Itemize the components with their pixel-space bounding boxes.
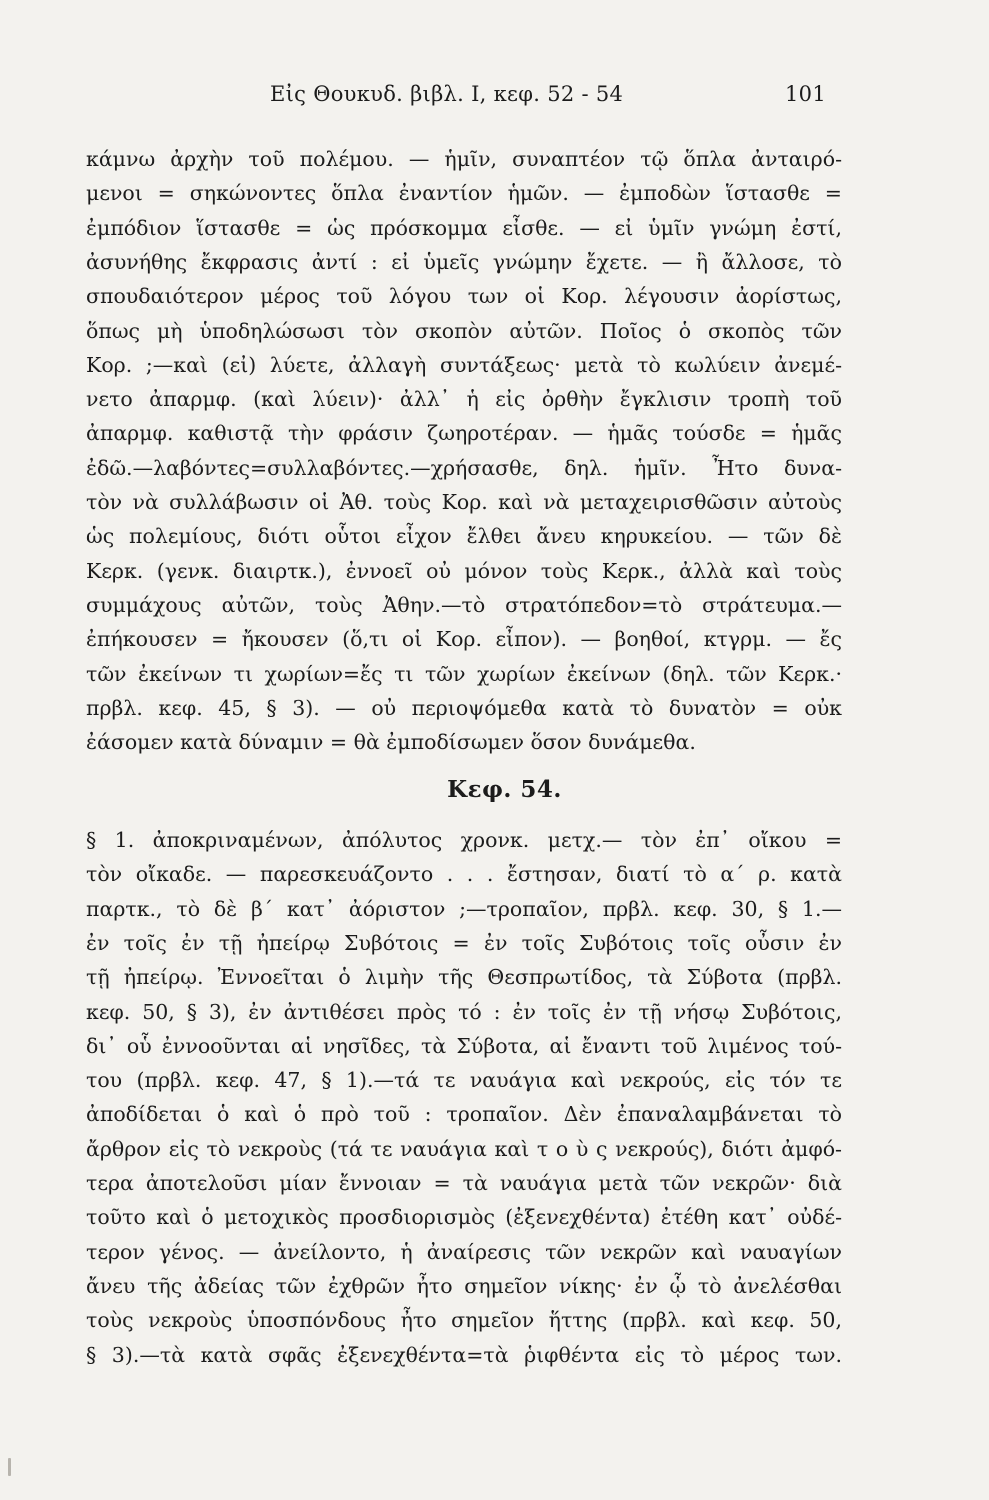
running-header (270, 82, 826, 112)
running-title: Εἰς Θουκυδ. βιβλ. Ι, κεφ. 52 - 54 (270, 82, 624, 106)
text-line: τοῦτο καὶ ὁ μετοχικὸς προσδιορισμὸς (ἐξενεχθέντα) ἐτέθη κατ᾽ οὐδέ- (86, 1205, 842, 1230)
text-line: νετο ἀπαρμφ. (καὶ λύειν)· ἀλλ᾽ ἡ εἰς ὀρθὴν ἔγκλισιν τροπὴ τοῦ (86, 387, 842, 412)
text-line: τῇ ἠπείρῳ. Ἐννοεῖται ὁ λιμὴν τῆς Θεσπρωτίδος, τὰ Σύβοτα (πρβλ. (86, 965, 842, 990)
text-line: κεφ. 50, § 3), ἐν ἀντιθέσει πρὸς τό : ἐν τοῖς ἐν τῇ νήσῳ Συβότοις, (86, 999, 842, 1024)
text-line: § 1. ἀποκριναμένων, ἀπόλυτος χρονκ. μετχ.— τὸν ἐπ᾽ οἴκου = (86, 828, 842, 852)
text-line: του (πρβλ. κεφ. 47, § 1).—τά τε ναυάγια καὶ νεκρούς, εἰς τόν τε (86, 1068, 842, 1093)
text-line: ἀπαρμφ. καθιστᾷ τὴν φράσιν ζωηροτέραν. — ἡμᾶς τούσδε = ἡμᾶς (86, 421, 842, 446)
text-line: § 3).—τὰ κατὰ σφᾶς ἐξενεχθέντα=τὰ ῥιφθέντα εἰς τὸ μέρος των. (86, 1342, 842, 1367)
text-line: ἐπήκουσεν = ἤκουσεν (ὅ,τι οἱ Κορ. εἶπον). — βοηθοί, κτγρμ. — ἔς (86, 627, 842, 652)
text-line: τὸν νὰ συλλάβωσιν οἱ Ἀθ. τοὺς Κορ. καὶ νὰ μεταχειρισθῶσιν αὐτοὺς (86, 490, 842, 514)
text-line: ἐν τοῖς ἐν τῇ ἠπείρῳ Συβότοις = ἐν τοῖς Συβότοις τοῖς οὖσιν ἐν (86, 930, 842, 955)
text-line: τῶν ἐκείνων τι χωρίων=ἔς τι τῶν χωρίων ἐκείνων (δηλ. τῶν Κερκ.· (86, 661, 842, 686)
text-line: Κορ. ;—καὶ (εἰ) λύετε, ἀλλαγὴ συντάξεως· μετὰ τὸ κωλύειν ἀνεμέ- (86, 352, 842, 377)
chapter-heading: Κεφ. 54. (447, 776, 562, 803)
text-line: τερον γένος. — ἀνείλοντο, ἡ ἀναίρεσις τῶν νεκρῶν καὶ ναυαγίων (86, 1239, 842, 1264)
text-line: ἀποδίδεται ὁ καὶ ὁ πρὸ τοῦ : τροπαῖον. Δὲν ἐπαναλαμβάνεται τὸ (86, 1102, 842, 1127)
text-line: πρβλ. κεφ. 45, § 3). — οὐ περιοψόμεθα κατὰ τὸ δυνατὸν = οὐκ (86, 695, 842, 720)
text-line: τερα ἀποτελοῦσι μίαν ἔννοιαν = τὰ ναυάγια μετὰ τῶν νεκρῶν· διὰ (86, 1171, 842, 1195)
text-line: Κερκ. (γενκ. διαιρτκ.), ἐννοεῖ οὐ μόνον τοὺς Κερκ., ἀλλὰ καὶ τοὺς (86, 558, 842, 583)
text-line: ὅπως μὴ ὑποδηλώσωσι τὸν σκοπὸν αὐτῶν. Ποῖος ὁ σκοπὸς τῶν (86, 318, 842, 343)
page-number: 101 (785, 82, 826, 106)
text-line: παρτκ., τὸ δὲ β´ κατ᾽ ἀόριστον ;—τροπαῖον, πρβλ. κεφ. 30, § 1.— (86, 896, 842, 921)
text-line: μενοι = σηκώνοντες ὅπλα ἐναντίον ἡμῶν. — ἐμποδὼν ἵστασθε = (86, 181, 842, 206)
text-line: δι᾽ οὗ ἐννοοῦνται αἱ νησῖδες, τὰ Σύβοτα, αἱ ἔναντι τοῦ λιμένος τού- (86, 1033, 842, 1058)
text-line: τὸν οἴκαδε. — παρεσκευάζοντο . . . ἔστησαν, διατί τὸ α´ ρ. κατὰ (86, 862, 842, 887)
text-line: ἄρθρον εἰς τὸ νεκροὺς (τά τε ναυάγια καὶ τ ο ὺ ς νεκρούς), διότι ἀμφό- (86, 1136, 842, 1161)
text-line: ἀσυνήθης ἔκφρασις ἀντί : εἰ ὑμεῖς γνώμην ἔχετε. — ἢ ἄλλοσε, τὸ (86, 249, 842, 274)
text-line: τοὺς νεκροὺς ὑποσπόνδους ἦτο σημεῖον ἥττης (πρβλ. καὶ κεφ. 50, (86, 1308, 842, 1333)
text-line: ἐμπόδιον ἵστασθε = ὡς πρόσκομμα εἶσθε. — εἰ ὑμῖν γνώμη ἐστί, (86, 215, 842, 240)
text-line: ἐδῶ.—λαβόντες=συλλαβόντες.—χρήσασθε, δηλ. ἡμῖν. Ἦτο δυνα- (86, 455, 842, 480)
text-line-last: ἐάσομεν κατὰ δύναμιν = θὰ ἐμποδίσωμεν ὅσον δυνάμεθα. (86, 730, 696, 755)
text-line: συμμάχους αὐτῶν, τοὺς Ἀθην.—τὸ στρατόπεδον=τὸ στράτευμα.— (86, 592, 842, 617)
text-line: ἄνευ τῆς ἀδείας τῶν ἐχθρῶν ἦτο σημεῖον νίκης· ἐν ᾧ τὸ ἀνελέσθαι (86, 1273, 842, 1298)
text-line: κάμνω ἀρχὴν τοῦ πολέμου. — ἡμῖν, συναπτέον τῷ ὅπλα ἀνταιρό- (86, 147, 842, 171)
text-line: σπουδαιότερον μέρος τοῦ λόγου των οἱ Κορ. λέγουσιν ἀορίστως, (86, 284, 842, 309)
text-line: ὡς πολεμίους, διότι οὗτοι εἶχον ἔλθει ἄνευ κηρυκείου. — τῶν δὲ (86, 524, 842, 549)
scan-speck (8, 1458, 11, 1476)
